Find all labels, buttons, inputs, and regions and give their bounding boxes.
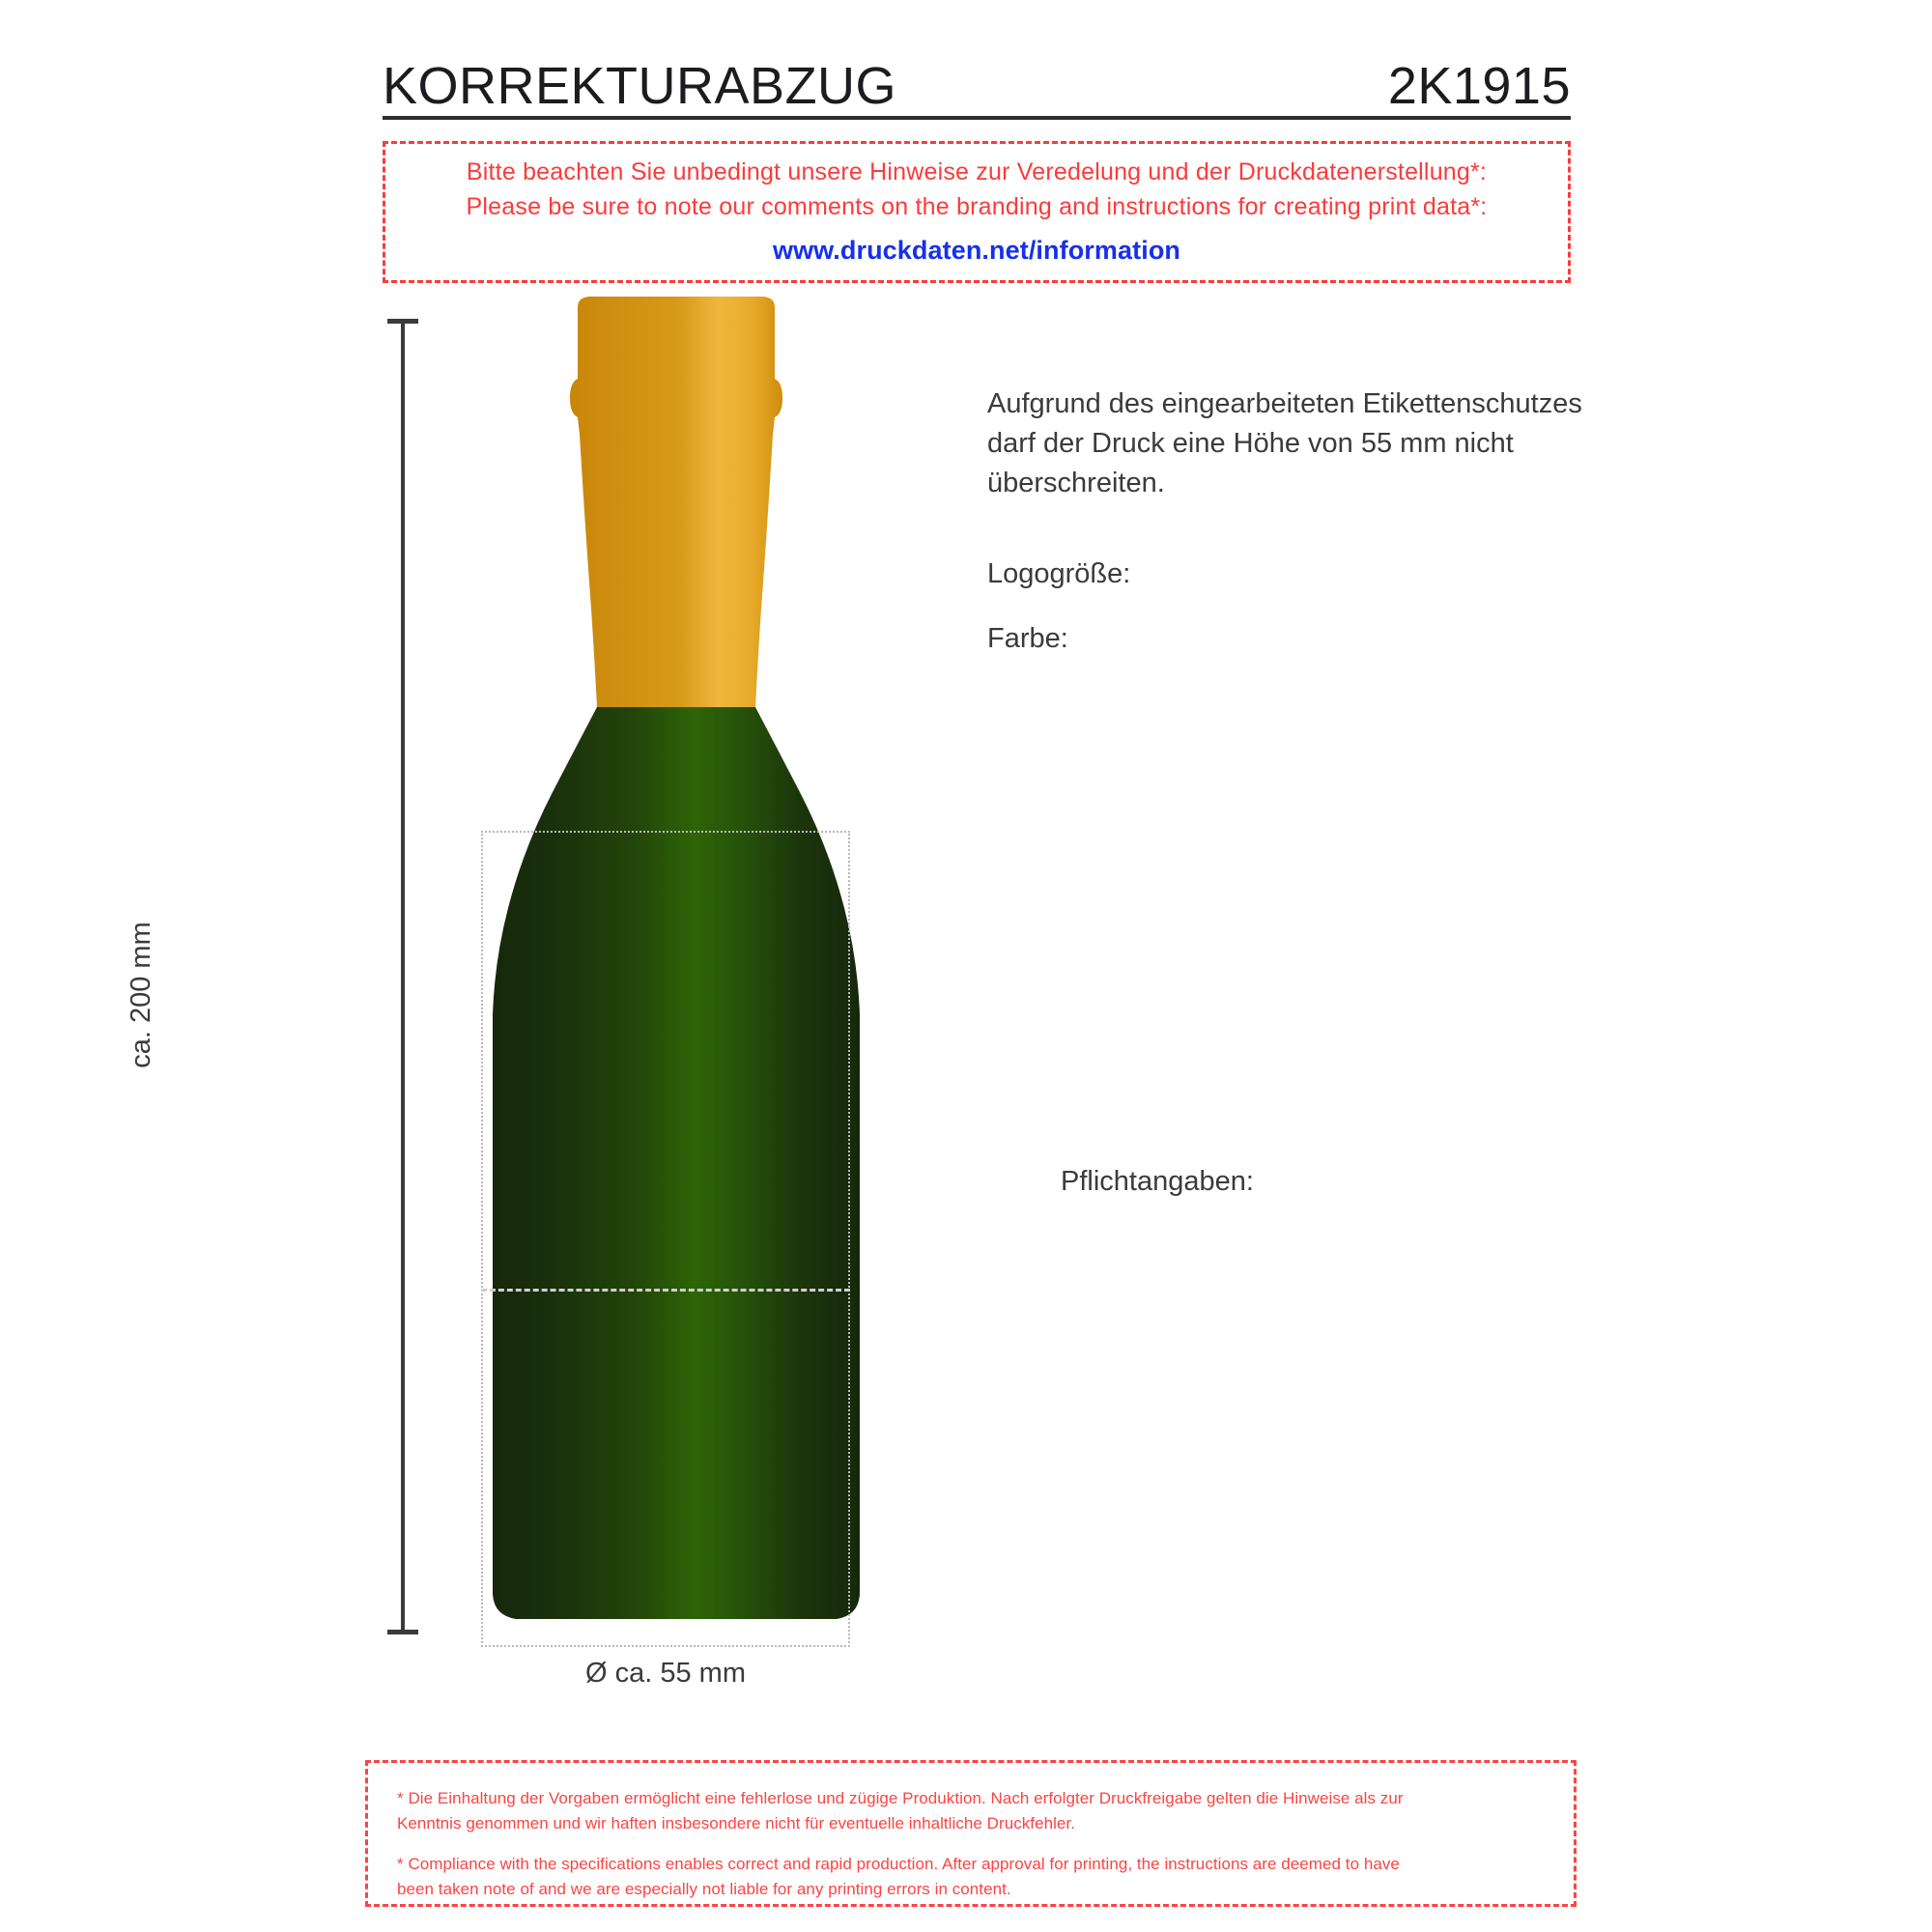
print-height-restriction-text: Aufgrund des eingearbeiteten Etikettenschutzes darf der Druck eine Höhe von 55 mm nicht überschreiten.: [987, 388, 1582, 499]
page-title: KORREKTURABZUG: [383, 57, 897, 115]
color-label: Farbe:: [987, 623, 1068, 654]
info-column: [987, 384, 1586, 504]
footer-text-en-line1: * Compliance with the specifications enables correct and rapid production. After approval for printing, the instructions are deemed to have: [397, 1854, 1400, 1873]
footer-paragraph-gap: [397, 1837, 1545, 1852]
height-dimension-label: ca. 200 mm: [126, 922, 156, 1068]
article-number: 2K1915: [1387, 57, 1571, 115]
notice-text-de: Bitte beachten Sie unbedingt unsere Hinweise zur Veredelung und der Druckdatenerstellung*:: [466, 157, 1488, 185]
dimension-stem: [401, 319, 405, 1634]
footer-text-de-line1: * Die Einhaltung der Vorgaben ermöglicht eine fehlerlose und zügige Produktion. Nach erfolgter Druckfreigabe gelten die Hinweise als zur: [397, 1789, 1404, 1807]
mandatory-info-label: Pflichtangaben:: [1061, 1166, 1254, 1197]
logo-size-label: Logogröße:: [987, 558, 1131, 589]
notice-box: [383, 141, 1571, 283]
bottle-foil-cap: [570, 297, 782, 707]
druckdaten-link[interactable]: www.druckdaten.net/information: [772, 236, 1181, 266]
height-dimension-line: [396, 319, 410, 1634]
dimension-cap-bottom: [387, 1630, 418, 1634]
bottle-illustration: [435, 290, 918, 1662]
footer-disclaimer-box: [365, 1760, 1577, 1907]
notice-text-en: Please be sure to note our comments on the branding and instructions for creating print data*:: [466, 192, 1488, 220]
footer-text-en-line2: been taken note of and we are especially not liable for any printing errors in content.: [397, 1880, 1011, 1899]
footer-text-de-line2: Kenntnis genommen und wir haften insbesondere nicht für eventuelle inhaltliche Druckfehler.: [397, 1814, 1075, 1833]
bottle-svg: [435, 290, 918, 1662]
bottle-glass-body: [493, 707, 860, 1619]
diameter-dimension-label: Ø ca. 55 mm: [585, 1658, 746, 1689]
page-header: [383, 50, 1571, 120]
